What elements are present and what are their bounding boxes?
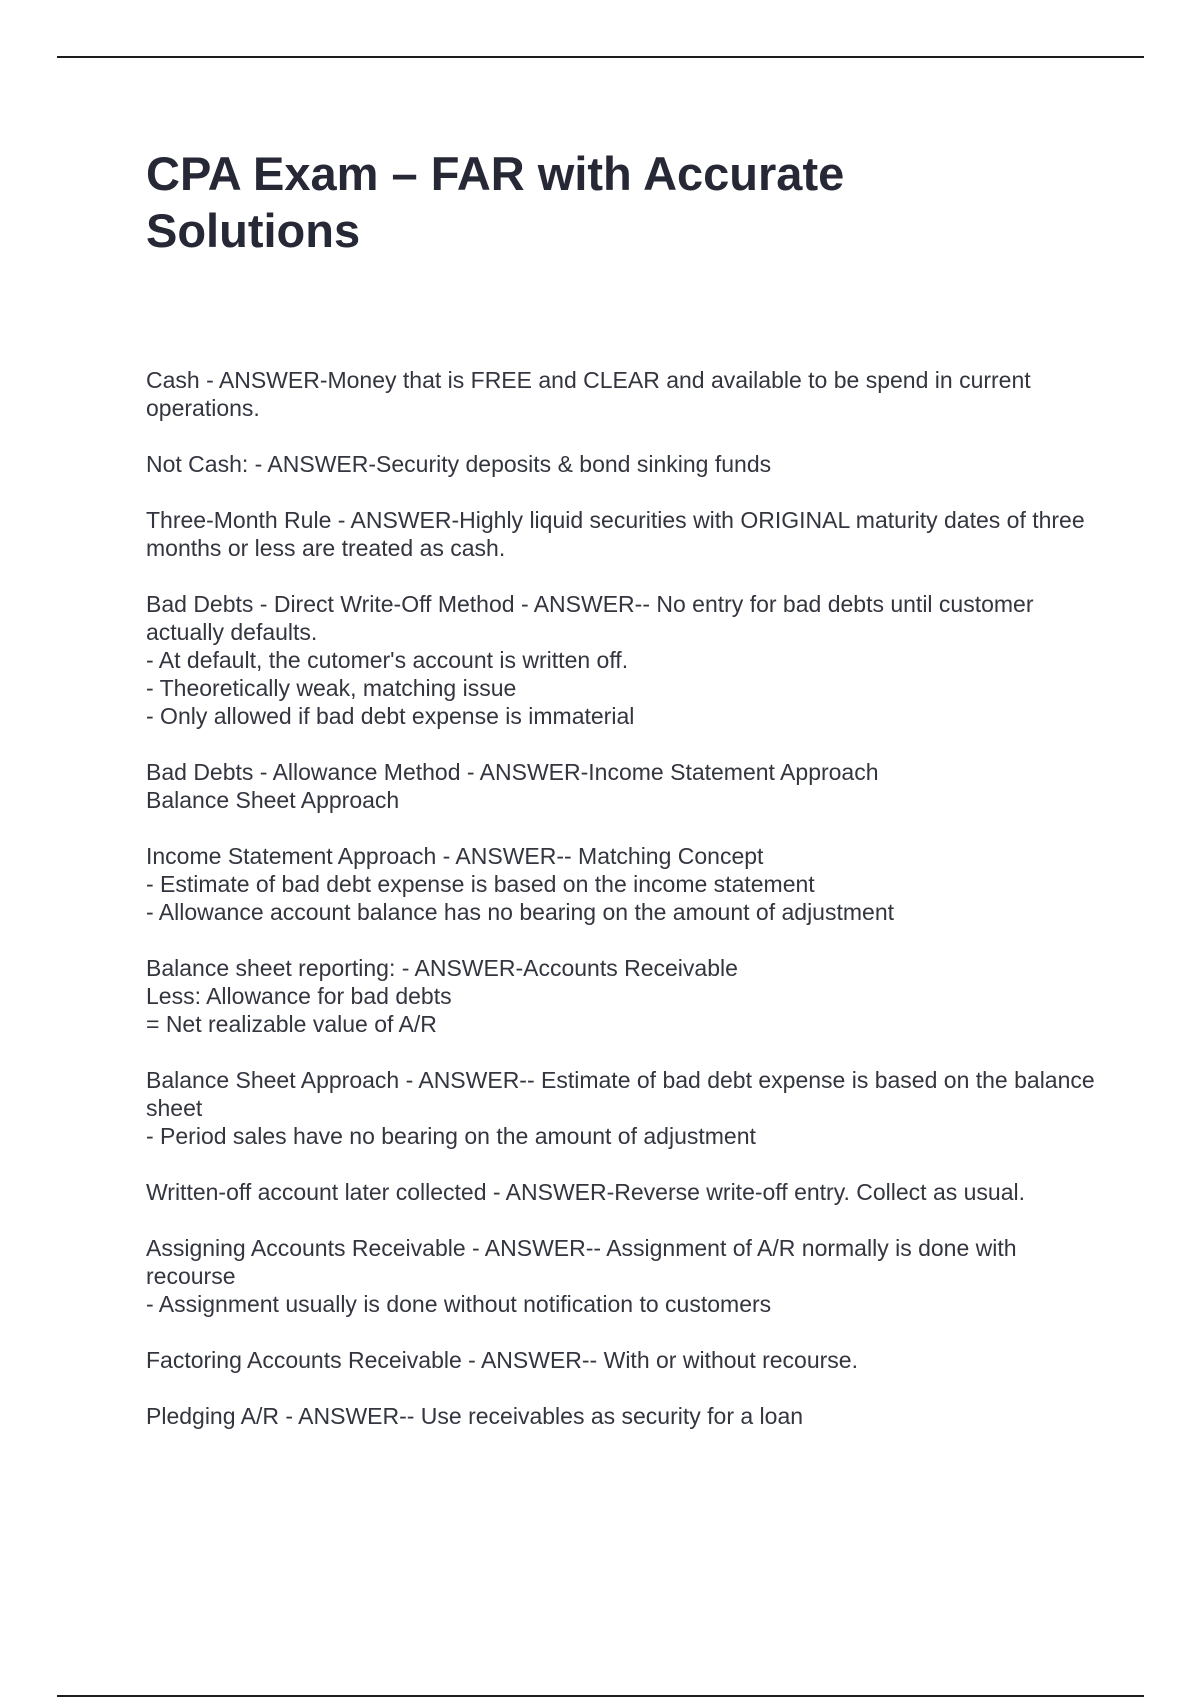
qa-entry-direct-write-off: [146, 590, 1106, 730]
entry-line: - Allowance account balance has no bearing on the amount of adjustment: [146, 899, 894, 925]
qa-entry-balance-sheet-reporting: [146, 954, 1106, 1038]
entry-line: Three-Month Rule - ANSWER-Highly liquid securities with ORIGINAL maturity dates of three months or less are treated as cash.: [146, 507, 1092, 561]
entry-line: Factoring Accounts Receivable - ANSWER-- With or without recourse.: [146, 1347, 858, 1373]
entry-line: Balance Sheet Approach: [146, 787, 400, 813]
entry-line: Income Statement Approach - ANSWER-- Matching Concept: [146, 843, 764, 869]
qa-entry-three-month-rule: [146, 506, 1106, 562]
qa-list: [146, 366, 1106, 1458]
entry-line: Written-off account later collected - ANSWER-Reverse write-off entry. Collect as usual.: [146, 1179, 1026, 1205]
entry-line: - Theoretically weak, matching issue: [146, 675, 517, 701]
qa-entry-pledging-ar: [146, 1402, 1106, 1430]
entry-line: = Net realizable value of A/R: [146, 1011, 437, 1037]
footer-divider: [57, 1695, 1144, 1697]
entry-line: Cash - ANSWER-Money that is FREE and CLEAR and available to be spend in current operations.: [146, 367, 1038, 421]
entry-line: Less: Allowance for bad debts: [146, 983, 452, 1009]
qa-entry-cash: [146, 366, 1106, 422]
qa-entry-factoring-ar: [146, 1346, 1106, 1374]
qa-entry-income-statement-approach: [146, 842, 1106, 926]
qa-entry-written-off-collected: [146, 1178, 1106, 1206]
entry-line: - Period sales have no bearing on the amount of adjustment: [146, 1123, 756, 1149]
entry-line: - Estimate of bad debt expense is based on the income statement: [146, 871, 815, 897]
header-divider: [57, 56, 1144, 58]
entry-line: - Assignment usually is done without notification to customers: [146, 1291, 772, 1317]
entry-line: Pledging A/R - ANSWER-- Use receivables as security for a loan: [146, 1403, 804, 1429]
entry-line: Bad Debts - Direct Write-Off Method - ANSWER-- No entry for bad debts until customer actually defaults.: [146, 591, 1040, 645]
entry-line: Bad Debts - Allowance Method - ANSWER-Income Statement Approach: [146, 759, 879, 785]
entry-line: Assigning Accounts Receivable - ANSWER-- Assignment of A/R normally is done with recourse: [146, 1235, 1023, 1289]
entry-line: Balance Sheet Approach - ANSWER-- Estimate of bad debt expense is based on the balance sheet: [146, 1067, 1102, 1121]
entry-line: - At default, the cutomer's account is written off.: [146, 647, 629, 673]
page-title: CPA Exam – FAR with Accurate Solutions: [146, 147, 845, 257]
entry-line: - Only allowed if bad debt expense is immaterial: [146, 703, 635, 729]
entry-line: Not Cash: - ANSWER-Security deposits & bond sinking funds: [146, 451, 772, 477]
qa-entry-balance-sheet-approach: [146, 1066, 1106, 1150]
qa-entry-not-cash: [146, 450, 1106, 478]
qa-entry-assigning-ar: [146, 1234, 1106, 1318]
qa-entry-allowance-method: [146, 758, 1106, 814]
entry-line: Balance sheet reporting: - ANSWER-Accounts Receivable: [146, 955, 738, 981]
